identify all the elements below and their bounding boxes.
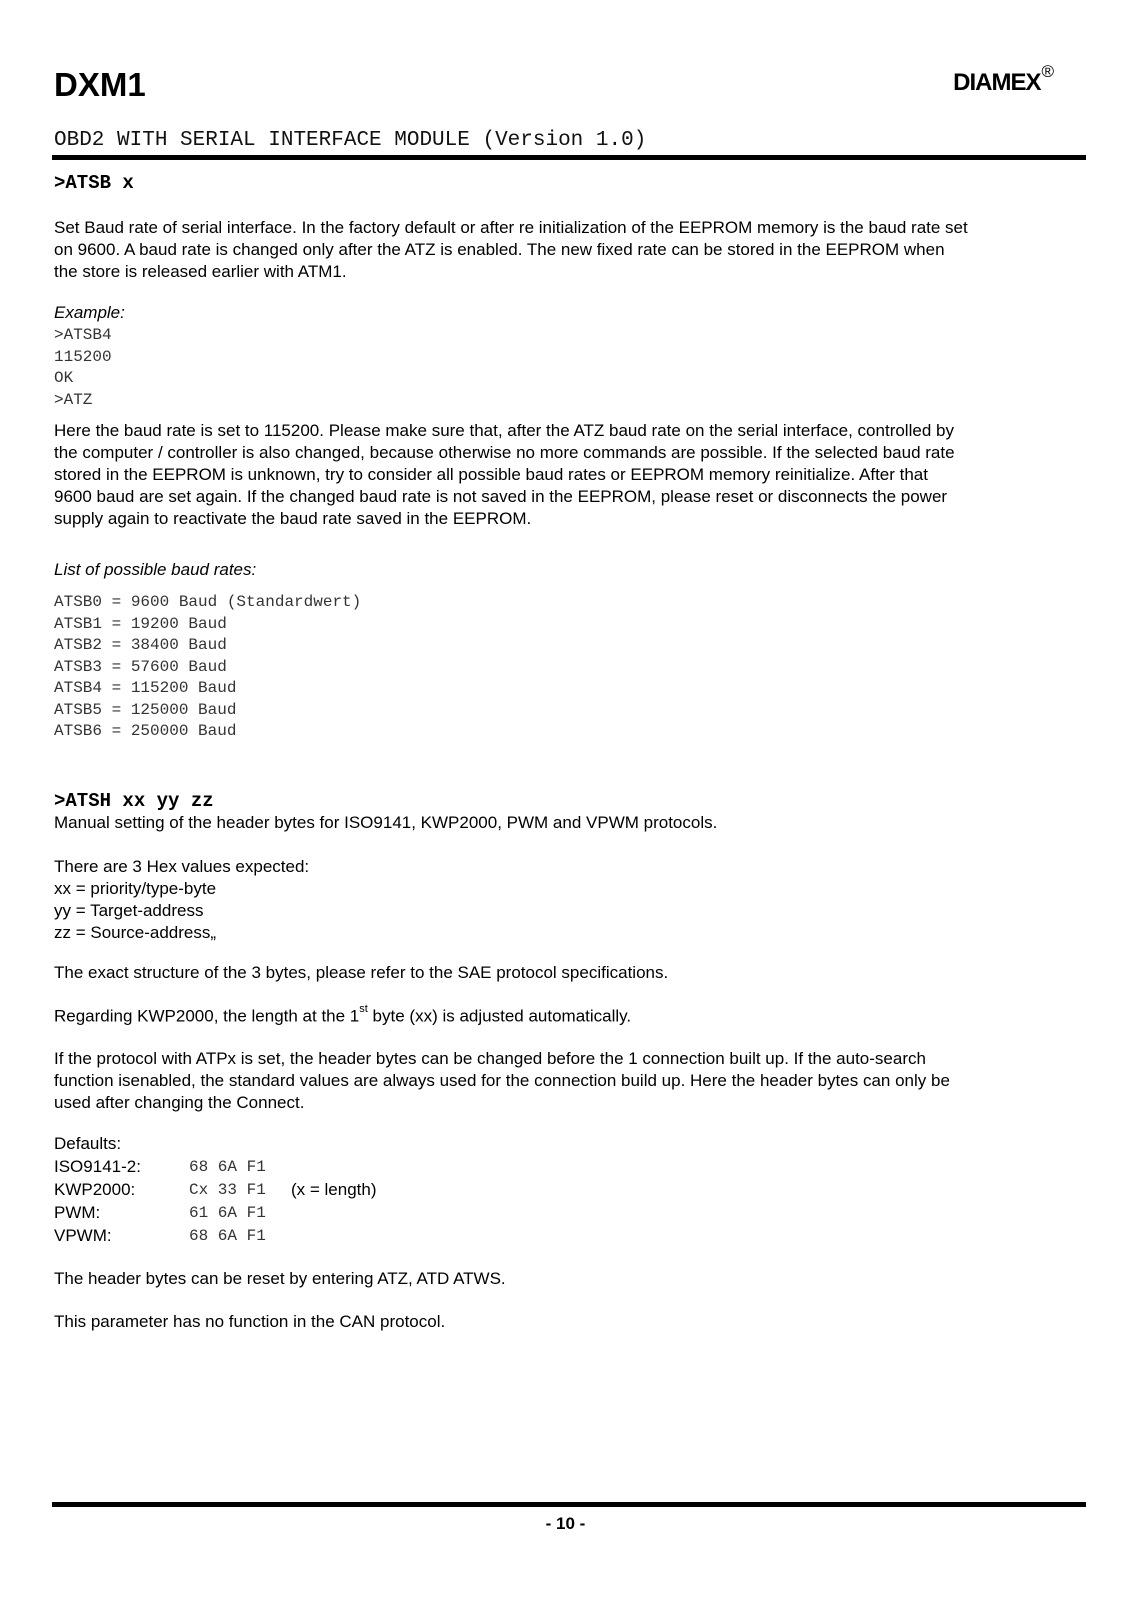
text-line: 9600 baud are set again. If the changed baud rate is not saved in the EEPROM, please reset or disconnects the power [54, 487, 948, 506]
text-line: supply again to reactivate the baud rate saved in the EEPROM. [54, 509, 532, 528]
kwp-length-note [54, 1003, 632, 1027]
page-number: - 10 - [545, 1514, 586, 1533]
text-line: If the protocol with ATPx is set, the header bytes can be changed before the 1 connection built up. If the auto-search [54, 1049, 926, 1068]
structure-note: The exact structure of the 3 bytes, please refer to the SAE protocol specifications. [54, 963, 669, 982]
atsb-description [54, 217, 1084, 283]
text-line: There are 3 Hex values expected: [54, 857, 310, 876]
header-rule [52, 155, 1086, 160]
text-line: xx = priority/type-byte [54, 879, 217, 898]
atsh-intro: Manual setting of the header bytes for ISO9141, KWP2000, PWM and VPWM protocols. [54, 813, 718, 832]
hex-values-block [54, 856, 1084, 944]
protocol-note [54, 1048, 1084, 1114]
document-subtitle: OBD2 WITH SERIAL INTERFACE MODULE (Version 1.0) [54, 129, 647, 152]
default-protocol-label: VPWM: [54, 1226, 112, 1245]
text-line: on 9600. A baud rate is changed only after the ATZ is enabled. The new fixed rate can be stored in the EEPROM when [54, 240, 945, 259]
registered-mark: ® [1041, 62, 1053, 81]
brand-logo [953, 62, 1053, 97]
text-line: function isenabled, the standard values are always used for the connection build up. Here the header bytes can only be [54, 1071, 950, 1090]
text-line: used after changing the Connect. [54, 1093, 305, 1112]
reset-note: The header bytes can be reset by entering ATZ, ATD ATWS. [54, 1269, 506, 1288]
atsb-heading: >ATSB x [54, 172, 134, 194]
can-note: This parameter has no function in the CAN protocol. [54, 1312, 446, 1331]
atsb-explanation [54, 420, 1084, 530]
default-protocol-label: KWP2000: [54, 1180, 136, 1199]
baud-rate-item: ATSB0 = 9600 Baud (Standardwert) [54, 593, 362, 611]
text-line: yy = Target-address [54, 901, 204, 920]
code-line: >ATSB4 [54, 326, 112, 344]
example-code-block [54, 325, 112, 411]
default-header-value: 68 6A F1 [189, 1158, 266, 1176]
text-line: the computer / controller is also changed, because otherwise no more commands are possible. If the selected baud rate [54, 443, 955, 462]
text-line: Here the baud rate is set to 115200. Please make sure that, after the ATZ baud rate on the serial interface, controlled by [54, 421, 954, 440]
default-value-note: (x = length) [291, 1180, 377, 1199]
code-line: OK [54, 369, 74, 387]
default-header-value: 68 6A F1 [189, 1227, 266, 1245]
baud-rate-item: ATSB2 = 38400 Baud [54, 636, 227, 654]
text-line: stored in the EEPROM is unknown, try to consider all possible baud rates or EEPROM memory reinitialize. After that [54, 465, 928, 484]
document-title: DXM1 [54, 66, 146, 103]
kwp-note-superscript: st [359, 1003, 368, 1015]
kwp-note-text-end: byte (xx) is adjusted automatically. [367, 1006, 632, 1026]
default-protocol-label: PWM: [54, 1203, 101, 1222]
atsh-heading: >ATSH xx yy zz [54, 790, 214, 812]
defaults-label: Defaults: [54, 1134, 122, 1153]
baud-list-label: List of possible baud rates: [54, 560, 257, 579]
code-line: 115200 [54, 347, 112, 366]
baud-rate-list [54, 592, 361, 743]
baud-rate-item: ATSB1 = 19200 Baud [54, 614, 227, 633]
default-protocol-label: ISO9141-2: [54, 1157, 141, 1176]
footer-rule [52, 1502, 1086, 1507]
baud-rate-item: ATSB3 = 57600 Baud [54, 657, 227, 676]
code-line: >ATZ [54, 390, 93, 409]
kwp-note-text: Regarding KWP2000, the length at the 1 [54, 1006, 360, 1026]
baud-rate-item: ATSB5 = 125000 Baud [54, 700, 237, 719]
brand-name: DIAMEX [953, 69, 1041, 96]
text-line: Set Baud rate of serial interface. In the factory default or after re initialization of the EEPROM memory is the baud rate set [54, 218, 968, 237]
default-header-value: 61 6A F1 [189, 1204, 266, 1222]
default-header-value: Cx 33 F1 [189, 1181, 266, 1199]
text-line: zz = Source-address„ [54, 923, 217, 942]
text-line: the store is released earlier with ATM1. [54, 262, 347, 281]
example-label: Example: [54, 303, 125, 322]
baud-rate-item: ATSB6 = 250000 Baud [54, 722, 237, 740]
baud-rate-item: ATSB4 = 115200 Baud [54, 679, 237, 697]
